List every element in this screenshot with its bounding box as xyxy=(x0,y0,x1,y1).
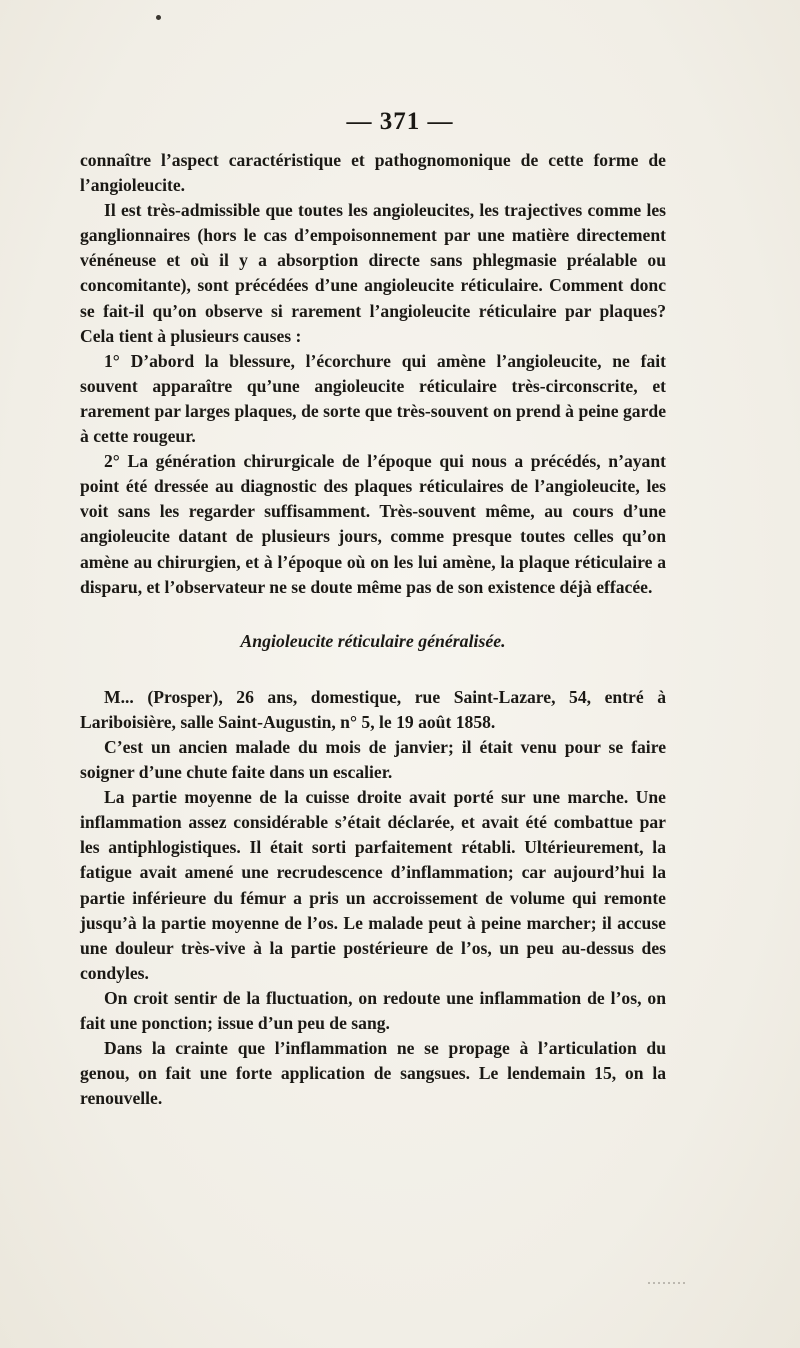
body-text xyxy=(80,148,666,1111)
paragraph-leeches: Dans la crainte que l’inflammation ne se propage à l’articulation du genou, on fait une forte application de sangsues. Le lendemain 15, on la renouvelle. xyxy=(80,1038,666,1109)
paragraph-cause-one: 1° D’abord la blessure, l’écorchure qui amène l’angioleucite, ne fait souvent apparaître qu’une angioleucite réticulaire très-circonscrite, et rarement par larges plaques, de sorte que très-souvent on prend à peine garde à cette rougeur. xyxy=(80,350,666,447)
paragraph-patient-injury: La partie moyenne de la cuisse droite avait porté sur une marche. Une inflammation assez considérable s’était déclarée, et avait été combattue par les antiphlogistiques. Il était sorti parfaitement rétabli. Ultérieurement, la fatigue avait amené une recrudescence d’inflammation; car aujourd’hui la partie inférieure du fémur a pris un accroissement de volume qui remonte jusqu’à la partie moyenne de l’os. Le malade peut à peine marcher; il accuse une douleur très-vive à la partie postérieure de l’os, un peu au-dessus des condyles. xyxy=(80,787,666,983)
paragraph-patient-history: C’est un ancien malade du mois de janvier; il était venu pour se faire soigner d’une chute faite dans un escalier. xyxy=(80,736,666,783)
paragraph-patient-intro: M... (Prosper), 26 ans, domestique, rue Saint-Lazare, 54, entré à Lariboisière, salle Saint-Augustin, n° 5, le 19 août 1858. xyxy=(80,686,666,732)
page-number: — 371 — xyxy=(346,108,454,135)
section-subheading: Angioleucite réticulaire généralisée. xyxy=(240,630,506,651)
ink-speck xyxy=(156,15,161,20)
faint-mark xyxy=(648,1282,688,1284)
paragraph-cause-two: 2° La génération chirurgicale de l’époque qui nous a précédés, n’ayant point été dressée au diagnostic des plaques réticulaires de l’angioleucite, les voit sans les regarder suffisamment. Très-souvent même, au cours d’une angioleucite datant de plusieurs jours, comme presque toutes celles qu’on amène au chirurgien, et à l’époque où on les lui amène, la plaque réticulaire a disparu, et l’observateur ne se doute même pas de son existence déjà effacée. xyxy=(80,451,666,597)
paragraph-intro-continuation: connaître l’aspect caractéristique et pathognomonique de cette forme de l’angioleucite. xyxy=(80,150,666,196)
paragraph-reticular-angioleucite: Il est très-admissible que toutes les angioleucites, les trajectives comme les ganglionnaires (hors le cas d’empoisonnement par une matière directement vénéneuse et où il y a absorption directe sans phlegmasie préalable ou concomitante), sont précédées d’une angioleucite réticulaire. Comment donc se fait-il qu’on observe si rarement l’angioleucite réticulaire par plaques? Cela tient à plusieurs causes : xyxy=(80,200,666,346)
paragraph-puncture: On croit sentir de la fluctuation, on redoute une inflammation de l’os, on fait une ponction; issue d’un peu de sang. xyxy=(80,987,666,1033)
